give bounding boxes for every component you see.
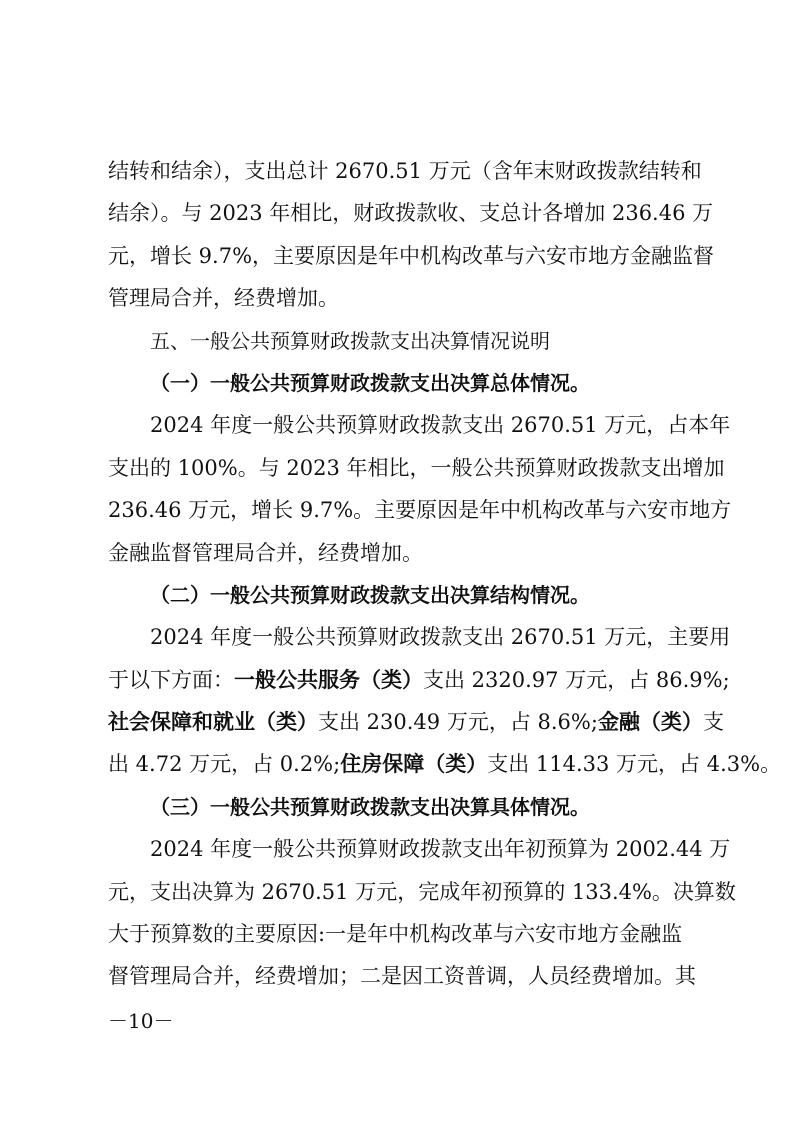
paragraph-line: 元，支出决算为 2670.51 万元，完成年初预算的 133.4%。决算数 — [108, 879, 736, 904]
paragraph-line — [108, 659, 730, 701]
text-run: 支 — [702, 710, 724, 735]
category-label: 金融（类） — [597, 709, 703, 735]
paragraph-line: 2024 年度一般公共预算财政拨款支出 2670.51 万元，占本年 — [150, 413, 731, 438]
paragraph-line: 236.46 万元，增长 9.7%。主要原因是年中机构改革与六安市地方 — [108, 498, 732, 523]
paragraph-line: 2024 年度一般公共预算财政拨款支出年初预算为 2002.44 万 — [150, 837, 731, 862]
section-heading: 五、一般公共预算财政拨款支出决算情况说明 — [150, 328, 550, 353]
paragraph-line: 管理局合并，经费增加。 — [108, 286, 339, 311]
paragraph-line: 支出的 100%。与 2023 年相比，一般公共预算财政拨款支出增加 — [108, 455, 725, 480]
text-run: 支出 2320.97 万元，占 86.9%; — [423, 667, 730, 692]
paragraph-line: 2024 年度一般公共预算财政拨款支出 2670.51 万元，主要用 — [150, 625, 731, 650]
category-label: 一般公共服务（类） — [234, 666, 423, 692]
text-run: 出 4.72 万元，占 0.2%; — [108, 752, 341, 777]
page-number: －10－ — [108, 1009, 174, 1033]
paragraph-line: 大于预算数的主要原因:一是年中机构改革与六安市地方金融监 — [108, 922, 683, 947]
text-run: 支出 230.49 万元，占 8.6%; — [318, 710, 598, 735]
category-label: 社会保障和就业（类） — [108, 709, 318, 735]
paragraph-line: 督管理局合并，经费增加；二是因工资普调，人员经费增加。其 — [108, 964, 696, 989]
subsection-heading: （二）一般公共预算财政拨款支出决算结构情况。 — [150, 582, 590, 607]
text-run: 于以下方面： — [108, 667, 234, 692]
paragraph-line: 结余）。与 2023 年相比，财政拨款收、支总计各增加 236.46 万 — [108, 201, 714, 226]
paragraph-line: 结转和结余），支出总计 2670.51 万元（含年末财政拨款结转和 — [108, 159, 702, 183]
subsection-heading: （一）一般公共预算财政拨款支出决算总体情况。 — [150, 370, 590, 395]
paragraph-line — [108, 743, 782, 785]
paragraph-line: 金融监督管理局合并，经费增加。 — [108, 540, 423, 565]
category-label: 住房保障（类） — [340, 751, 488, 777]
document-body — [108, 150, 782, 998]
paragraph-line — [108, 701, 724, 743]
text-run: 支出 114.33 万元，占 4.3%。 — [487, 752, 782, 777]
subsection-heading: （三）一般公共预算财政拨款支出决算具体情况。 — [150, 794, 590, 819]
paragraph-line: 元，增长 9.7%，主要原因是年中机构改革与六安市地方金融监督 — [108, 243, 715, 268]
